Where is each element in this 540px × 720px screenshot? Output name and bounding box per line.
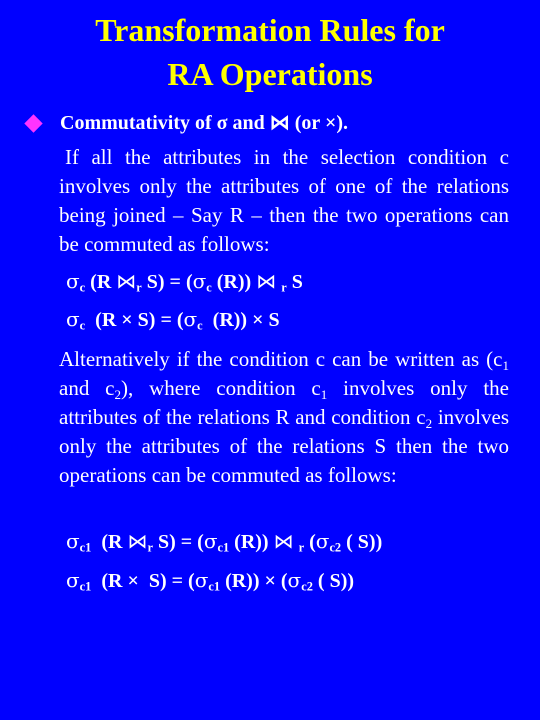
paragraph-1 <box>59 143 509 259</box>
title-line-1: Transformation Rules for <box>95 12 445 48</box>
slide-title <box>0 8 540 96</box>
p2-c: ), where condition c <box>121 376 321 400</box>
formula-1: $\sigma_c$ (R $⋈_r$ $S) = (\sigma_c$ (R)) ⋈ $_r$ S <box>66 269 303 295</box>
formula-2: $\sigma_c$ $(R \times S) = (\sigma_c$ (R)) × S <box>66 307 280 333</box>
title-line-2: RA Operations <box>167 56 373 92</box>
p2-b: and c <box>59 376 115 400</box>
p2-e: involves only the attributes of the relations S then the two operations can be commuted as follows: <box>59 405 510 487</box>
p2-sub4: 2 <box>425 415 433 431</box>
paragraph-2 <box>59 345 509 490</box>
p2-sub3: 1 <box>320 386 328 402</box>
p2-d: involves only the attributes of the relations R and condition c <box>59 376 509 429</box>
bullet-heading: Commutativity of σ and ⋈ (or ×). <box>60 112 348 134</box>
formula-4: $\sigma_{c1}$ $(R \times S) = (\sigma_{c1}$ $(R)) \times (\sigma_{c2}$ ( S)) <box>66 568 355 594</box>
p2-a: Alternatively if the condition c can be written as (c <box>59 347 503 371</box>
formula-3: $\sigma_{c1}$ (R $⋈_r$ $S) = (\sigma_{c1}$ (R)) ⋈ $_r$ ($\sigma_{c2}$ ( S)) <box>66 529 383 555</box>
p2-sub2: 2 <box>114 386 122 402</box>
paragraph-1-text: If all the attributes in the selection condition c involves only the attributes of one of the relations being joined – Say R – then the two operations can be commuted as follows: <box>59 145 509 256</box>
p2-sub1: 1 <box>502 357 509 373</box>
diamond-bullet-icon <box>24 114 42 132</box>
